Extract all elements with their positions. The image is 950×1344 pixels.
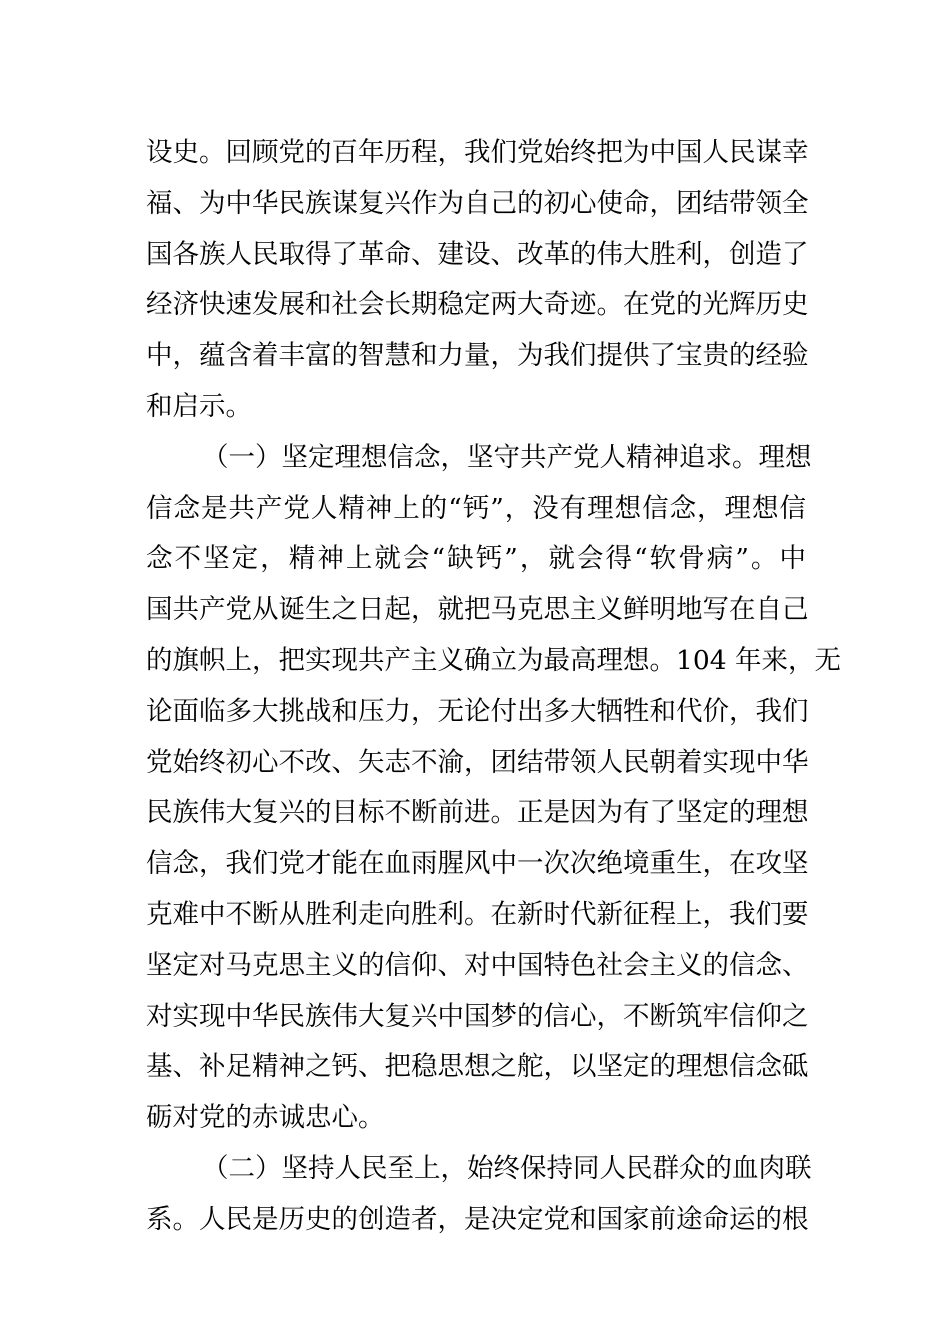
text-line: 基、补足精神之钙、把稳思想之舵，以坚定的理想信念砥 <box>146 1051 809 1083</box>
text-line: 信念是共产党人精神上的“钙”，没有理想信念，理想信 <box>146 492 806 524</box>
text-line: 中，蕴含着丰富的智慧和力量，为我们提供了宝贵的经验 <box>146 340 809 372</box>
text-line: 砺对党的赤诚忠心。 <box>146 1102 385 1134</box>
text-line: 党始终初心不改、矢志不渝，团结带领人民朝着实现中华 <box>146 746 809 778</box>
text-line: 和启示。 <box>146 390 252 422</box>
text-line: 国共产党从诞生之日起，就把马克思主义鲜明地写在自己 <box>146 594 809 626</box>
text-line: 信念，我们党才能在血雨腥风中一次次绝境重生，在攻坚 <box>146 848 809 880</box>
text-line: 的旗帜上，把实现共产主义确立为最高理想。104 年来，无 <box>146 644 842 676</box>
text-line: 福、为中华民族谋复兴作为自己的初心使命，团结带领全 <box>146 187 809 219</box>
text-line: 克难中不断从胜利走向胜利。在新时代新征程上，我们要 <box>146 898 809 930</box>
text-line: 坚定对马克思主义的信仰、对中国特色社会主义的信念、 <box>146 949 809 981</box>
text-line: 对实现中华民族伟大复兴中国梦的信心，不断筑牢信仰之 <box>146 1000 809 1032</box>
text-line: 国各族人民取得了革命、建设、改革的伟大胜利，创造了 <box>146 238 809 270</box>
section-heading-line: （一）坚定理想信念，坚守共产党人精神追求。理想 <box>202 441 812 473</box>
text-line: 念不坚定，精神上就会“缺钙”，就会得“软骨病”。中 <box>146 543 806 575</box>
text-line: 论面临多大挑战和压力，无论付出多大牺牲和代价，我们 <box>146 695 809 727</box>
text-line: 经济快速发展和社会长期稳定两大奇迹。在党的光辉历史 <box>146 289 809 321</box>
document-page <box>146 128 842 1246</box>
text-line: 系。人民是历史的创造者，是决定党和国家前途命运的根 <box>146 1203 809 1235</box>
text-line: 设史。回顾党的百年历程，我们党始终把为中国人民谋幸 <box>146 137 809 168</box>
text-line: 民族伟大复兴的目标不断前进。正是因为有了坚定的理想 <box>146 797 809 829</box>
section-heading-line: （二）坚持人民至上，始终保持同人民群众的血肉联 <box>202 1152 812 1184</box>
